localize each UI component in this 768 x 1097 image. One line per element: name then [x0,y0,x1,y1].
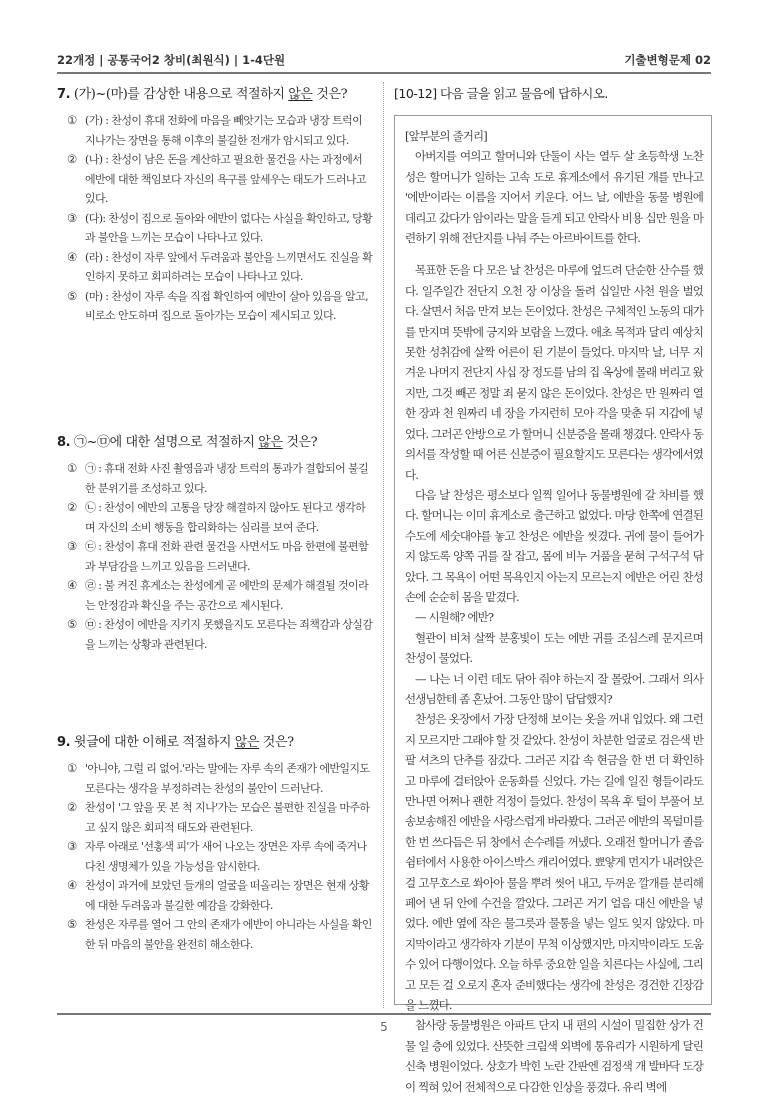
answer-choice-1[interactable] [57,111,373,150]
answer-choice-2[interactable] [57,798,373,837]
choice-marker: ① [67,461,77,475]
stem-text-end: 것은? [312,87,348,102]
choice-marker: ④ [67,878,77,892]
answer-choice-4[interactable] [57,248,373,287]
answer-choice-2[interactable] [57,498,373,537]
passage-dialogue: — 나는 너 이런 데도 닦아 줘야 하는지 잘 몰랐어. 그래서 의사 선생님한테 좀 혼났어. 그동안 많이 답답했지? [405,671,703,706]
passage-dialogue: — 시원해? 에반? [415,610,494,625]
choice-text: ㉡ : 찬성이 에반의 고통을 당장 해결하지 않아도 된다고 생각하며 자신의 소비 행동을 합리화하는 심리를 보여 준다. [85,501,366,534]
stem-underlined-word: 않은 [258,435,283,450]
answer-choice-4[interactable] [57,576,373,615]
choice-text: (라) : 찬성이 자루 앞에서 두려움과 불안을 느끼면서도 진실을 확인하지 못하고 회피하려는 모습이 나타나고 있다. [85,250,373,283]
choice-text: (가) : 찬성이 휴대 전화에 마음을 빼앗기는 모습과 냉장 트럭이 지나가는 장면을 통해 이후의 불길한 전개가 암시되고 있다. [85,114,363,147]
answer-choice-3[interactable] [57,837,373,876]
choice-text: ㉠ : 휴대 전화 사진 촬영음과 냉장 트럭의 통과가 결합되어 불길한 분위기를 조성하고 있다. [85,462,369,495]
answer-choice-1[interactable] [57,459,373,498]
answer-choice-2[interactable] [57,150,373,209]
choice-marker: ④ [67,249,77,264]
passage-box [394,115,712,1094]
choice-text: ㉣ : 불 켜진 휴게소는 찬성에게 곧 에반의 문제가 해결될 것이라는 안정감과 확신을 주는 공간으로 제시된다. [85,579,369,612]
stem-text-end: 것은? [282,435,318,450]
choice-marker: ④ [67,578,77,592]
choice-marker: ① [67,761,77,775]
header-set-title: 기출변형문제 02 [624,53,711,67]
choice-text: (나) : 찬성이 남은 돈을 계산하고 필요한 물건을 사는 과정에서 에반에 대한 책임보다 자신의 욕구를 앞세우는 태도가 드러나고 있다. [85,153,366,205]
passage-paragraph: 찬성은 옷장에서 가장 단정해 보이는 옷을 꺼내 입었다. 왜 그런지 모르지만 그래야 할 것 같았다. 찬성이 차분한 얼굴로 검은색 반팔 셔츠의 단추를 잠갔다. 그러곤 지갑 속 현금을 한 번 더 확인하고 마루에 걸터앉아 운동화를 신었다. 가는 길에 일진 형들이라도 만나면 어쩌나 괜한 걱정이 들었다. 찬성이 목욕 후 털이 부풀어 보송보송해진 에반을 사랑스럽게 바라봤다. 그러곤 에반의 목덜미를 한 번 쓰다듬은 뒤 창에서 손수레를 꺼냈다. 오래전 할머니가 졸음 쉼터에서 사용한 아이스박스 캐리어였다. 뾰얗게 먼지가 내려앉은 걸 고무호스로 쏴아아 물을 뿌려 씻어 내고, 두꺼운 깔개를 분리해 페어 낸 뒤 안에 수건을 깔았다. 그러곤 거기 얼음 대신 에반을 넣었다. 에반 옆에 작은 물그릇과 물통을 넣는 일도 잊지 않았다. 마지막이라고 생각하자 기분이 무척 이상했지만, 마지막이라도 도움 수 있어 다행이었다. 오늘 하루 중요한 일을 치른다는 사실에, 그리고 모든 걸 오로지 혼자 준비했다는 생각에 찬성은 경건한 긴장감을 느꼈다. [405,712,703,1013]
question-7 [57,84,373,326]
choice-text: '아니야, 그럴 리 없어.'라는 말에는 자루 속의 존재가 에반일지도 모른다는 생각을 부정하려는 찬성의 불안이 드러난다. [85,762,370,795]
passage-summary: 아버지를 여의고 할머니와 단둘이 사는 열두 살 초등학생 노찬성은 할머니가 일하는 고속 도로 휴게소에서 유기된 개를 만나고 '에반'이라는 이름을 지어서 키운다. 어느 날, 에반을 동물 병원에 데리고 갔다가 암이라는 말을 듣게 되고 안락사 비용 십만 원을 마련하기 위해 전단지를 나눠 주는 아르바이트를 한다. [405,149,703,246]
stem-text: ㉠~㉤에 대한 설명으로 적절하지 [73,435,259,450]
question-8 [57,432,373,654]
footer-rule [57,1013,711,1015]
choice-marker: ② [67,800,77,814]
question-number: 9. [57,735,71,750]
passage-paragraph: 다음 날 찬성은 평소보다 일찍 일어나 동물병원에 갈 차비를 했다. 할머니는 이미 휴게소로 출근하고 없었다. 마당 한쪽에 연결된 수도에 세숫대야를 놓고 찬성은 에반을 씻겼다. 귀에 물이 들어가지 않도록 양쪽 귀를 잘 잡고, 몸에 비누 거품을 묻혀 구석구석 닦았다. 그 목욕이 어떤 목욕인지 아는지 모르는지 에반은 어린 찬성 손에 순순히 몸을 맡겼다. [405,487,703,604]
header-course-info: 22개정 | 공통국어2 창비(최원식) | 1-4단원 [57,53,286,67]
choice-text: ㉤ : 찬성이 에반을 지키지 못했을지도 모른다는 죄책감과 상실감을 느끼는 상황과 관련된다. [85,618,373,651]
page-header [57,48,711,70]
choice-marker: ⑤ [67,288,77,303]
passage-paragraph: 참사랑 동물병원은 아파트 단지 내 편의 시설이 밀집한 상가 건물 일 층에 있었다. 산뜻한 크림색 외벽에 통유리가 시원하게 달린 신축 병원이었다. 상호가 박힌 노란 간판엔 검정색 개 발바닥 도장이 찍혀 있어 전체적으로 다감한 인상을 풍겼다. 유리 벽에 [405,1018,703,1094]
stem-text: (가)~(마)를 감상한 내용으로 적절하지 [73,87,289,102]
choice-marker: ⑤ [67,917,77,931]
choice-marker: ② [67,152,77,166]
header-rule [57,72,711,74]
choice-marker: ③ [67,839,77,853]
choice-marker: ③ [67,210,77,225]
answer-choice-4[interactable] [57,876,373,915]
question-9 [57,732,373,954]
answer-choice-1[interactable] [57,759,373,798]
choice-marker: ⑤ [67,617,77,631]
choice-text: (마) : 찬성이 자루 속을 직접 확인하여 에반이 살아 있음을 알고, 비로소 안도하며 집으로 돌아가는 모습이 제시되고 있다. [85,289,368,322]
question-number: 8. [57,435,71,450]
choice-text: 찬성이 과거에 보았던 들개의 얼굴을 떠올리는 장면은 현재 상황에 대한 두려움과 불길한 예감을 강화한다. [85,879,369,912]
stem-text-end: 것은? [259,735,294,750]
answer-choice-3[interactable] [57,537,373,576]
page-number: 5 [380,1020,388,1034]
choice-text: (다): 찬성이 집으로 돌아와 에반이 없다는 사실을 확인하고, 당황과 불안을 느끼는 모습이 나타나고 있다. [85,211,373,244]
passage-paragraph: 목표한 돈을 다 모은 날 찬성은 마루에 엎드려 단순한 산수를 했다. 일주일간 전단지 오천 장 이상을 돌려 십일만 사천 원을 벌었다. 살면서 처음 만져 보는 돈이었다. 찬성은 구체적인 노동의 대가를 만지며 뜻밖에 긍지와 보람을 느꼈다. 애초 목적과 달리 예상치 못한 성취감에 살짝 어른이 된 기분이 들었다. 마지막 날, 너무 지겨운 나머지 전단지 사십 장 정도를 남의 집 옥상에 몰래 버리고 왔지만, 그것 빼곤 정말 죄 묻지 않은 돈이었다. 찬성은 만 원짜리 열한 장과 천 원짜리 네 장을 가지런히 모아 각을 맞춘 뒤 지갑에 넣었다. 그러곤 안방으로 가 할머니 신분증을 몰래 챙겼다. 안락사 동의서를 작성할 때 어른 신분증이 필요할지도 모른다는 생각에서였다. [405,263,703,482]
choice-marker: ① [67,113,77,127]
choice-text: 자루 아래로 '선홍색 피'가 새어 나오는 장면은 자루 속에 죽거나 다친 생명체가 있을 가능성을 암시한다. [85,840,367,873]
choice-text: ㉢ : 찬성이 휴대 전화 관련 물건을 사면서도 마음 한편에 불편함과 부담감을 느끼고 있음을 드러낸다. [85,540,369,573]
answer-choice-5[interactable] [57,287,373,326]
question-stem [57,732,373,754]
column-divider [383,82,384,1008]
question-stem [57,84,373,106]
stem-underlined-word: 않은 [288,87,313,102]
passage-heading: [앞부분의 줄거리] [405,129,487,143]
passage-column [394,84,712,1094]
answer-choice-5[interactable] [57,915,373,954]
choice-text: 찬성이 '그 앞을 못 본 척 지나'가는 모습은 불편한 진실을 마주하고 싶지 않은 회피적 태도와 관련된다. [85,801,370,834]
stem-text: 윗글에 대한 이해로 적절하지 [73,735,235,750]
choice-text: 찬성은 자루를 열어 그 안의 존재가 에반이 아니라는 사실을 확인한 뒤 마음의 불안을 완전히 해소한다. [85,918,372,951]
question-stem [57,432,373,454]
passage-instruction: [10-12] 다음 글을 읽고 물음에 답하시오. [394,86,608,101]
paragraph-gap [405,248,703,260]
answer-choice-5[interactable] [57,615,373,654]
passage-paragraph: 혈관이 비쳐 살짝 분홍빛이 도는 에반 귀를 조심스레 문지르며 찬성이 물었다. [405,630,703,666]
choice-marker: ③ [67,539,77,553]
question-number: 7. [57,87,71,102]
choice-marker: ② [67,500,77,514]
answer-choice-3[interactable] [57,209,373,248]
stem-underlined-word: 않은 [234,735,260,750]
